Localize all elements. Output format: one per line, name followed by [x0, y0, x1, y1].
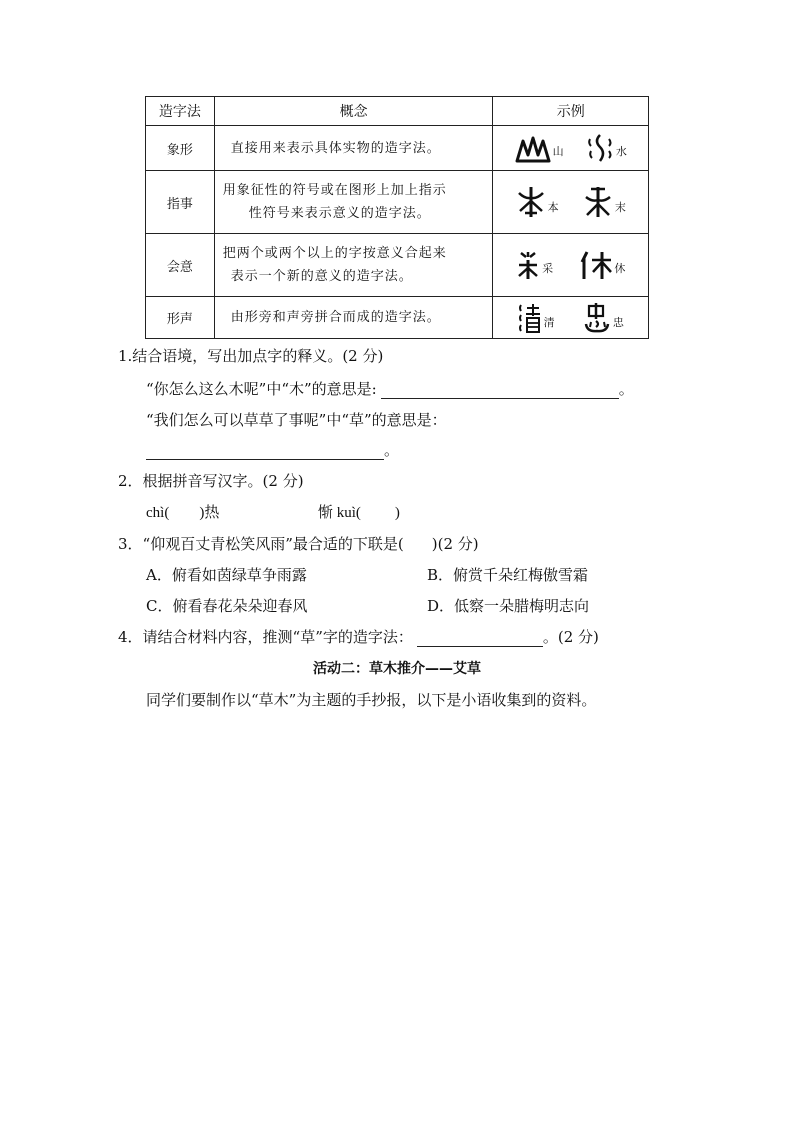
q2-item1-pinyin: chì(	[146, 505, 170, 521]
q3-prompt	[118, 534, 479, 554]
q1-b-end: 。	[384, 441, 400, 459]
character-formation-table	[145, 96, 649, 339]
q2-prompt: 2．根据拼音写汉字。(2 分)	[118, 472, 304, 490]
table-row	[146, 171, 649, 234]
q1-a-answer-blank[interactable]	[381, 382, 619, 399]
oracle-root-glyph-icon	[516, 185, 546, 219]
example-mountain	[515, 135, 564, 163]
oracle-tip-glyph-icon	[583, 185, 613, 219]
concept-line: 直接用来表示具体实物的造字法。	[230, 140, 441, 156]
q3-option-c[interactable]: C．俯看春花朵朵迎春风	[146, 597, 308, 615]
concept-line: 性符号来表示意义的造字法。	[248, 206, 431, 221]
example-clear	[518, 302, 555, 334]
q4-end: 。(2 分)	[542, 628, 599, 646]
example-modern-char: 清	[543, 315, 555, 329]
example-water	[586, 133, 627, 163]
oracle-rest-glyph-icon	[578, 250, 612, 280]
table-row	[146, 234, 649, 297]
q4-prompt: 4．请结合材料内容，推测“草”字的造字法：	[118, 628, 413, 646]
activity-title: 活动二：草木推介——艾草	[313, 661, 481, 677]
concept-cell	[214, 171, 493, 234]
method-cell: 象形	[146, 126, 215, 171]
oracle-water-glyph-icon	[586, 133, 614, 163]
example-modern-char: 休	[614, 262, 626, 275]
q1-a-text: “你怎么这么木呢”中“木”的意思是:	[146, 380, 377, 398]
example-modern-char: 末	[614, 201, 626, 214]
method-cell: 指事	[146, 171, 215, 234]
q1-a	[146, 379, 634, 399]
example-pick	[516, 250, 553, 280]
example-modern-char: 山	[552, 145, 564, 158]
q3-option-a[interactable]: A．俯看如茵绿草争雨露	[146, 566, 307, 584]
q1-prompt: 1.结合语境，写出加点字的释义。(2 分)	[118, 347, 384, 365]
table-row	[146, 297, 649, 339]
seal-loyal-glyph-icon	[583, 302, 611, 334]
q3-prompt-text: 3．“仰观百丈青松笑风雨”最合适的下联是(	[118, 535, 404, 553]
header-examples: 示例	[493, 97, 649, 126]
concept-line: 把两个或两个以上的字按意义合起来	[222, 246, 447, 261]
example-modern-char: 采	[542, 262, 554, 275]
example-loyal	[583, 302, 624, 334]
concept-cell	[214, 126, 493, 171]
q3-prompt-end: )(2 分)	[431, 535, 479, 553]
concept-cell	[214, 297, 493, 339]
table-header-row	[146, 97, 649, 126]
header-concept: 概念	[214, 97, 493, 126]
q1-b	[146, 440, 399, 460]
examples-cell	[493, 126, 649, 171]
example-rest	[578, 250, 625, 280]
q2-item2-end: )	[394, 505, 400, 521]
examples-cell	[493, 234, 649, 297]
q1-b-text: “我们怎么可以草草了事呢”中“草”的意思是：	[146, 411, 447, 429]
concept-cell	[214, 234, 493, 297]
example-modern-char: 本	[547, 201, 559, 214]
q2-item2	[318, 503, 400, 523]
examples-cell	[493, 297, 649, 339]
q2-item1	[146, 503, 219, 523]
q4	[118, 627, 599, 647]
header-method: 造字法	[146, 97, 215, 126]
method-cell: 会意	[146, 234, 215, 297]
activity-intro: 同学们要制作以“草木”为主题的手抄报，以下是小语收集到的资料。	[146, 691, 597, 709]
seal-clear-glyph-icon	[518, 302, 542, 334]
method-cell: 形声	[146, 297, 215, 339]
q1-b-answer-blank[interactable]	[146, 443, 384, 460]
q3-option-b[interactable]: B．俯赏千朵红梅傲雪霜	[427, 566, 589, 584]
q2-item2-prefix: 惭 kuì(	[318, 505, 361, 521]
table-row	[146, 126, 649, 171]
concept-line: 由形旁和声旁拼合而成的造字法。	[230, 310, 441, 325]
oracle-mountain-glyph-icon	[515, 135, 551, 163]
example-tip	[583, 185, 626, 219]
q4-answer-blank[interactable]	[417, 630, 543, 647]
q2-item1-end: )热	[199, 505, 220, 521]
q3-option-d[interactable]: D．低察一朵腊梅明志向	[427, 597, 590, 615]
example-modern-char: 忠	[612, 315, 624, 329]
concept-line: 表示一个新的意义的造字法。	[230, 269, 413, 284]
q1-a-end: 。	[618, 380, 634, 398]
example-root	[516, 185, 559, 219]
oracle-pick-glyph-icon	[516, 250, 540, 280]
examples-cell	[493, 171, 649, 234]
example-modern-char: 水	[615, 145, 627, 158]
concept-line: 用象征性的符号或在图形上加上指示	[222, 183, 447, 198]
